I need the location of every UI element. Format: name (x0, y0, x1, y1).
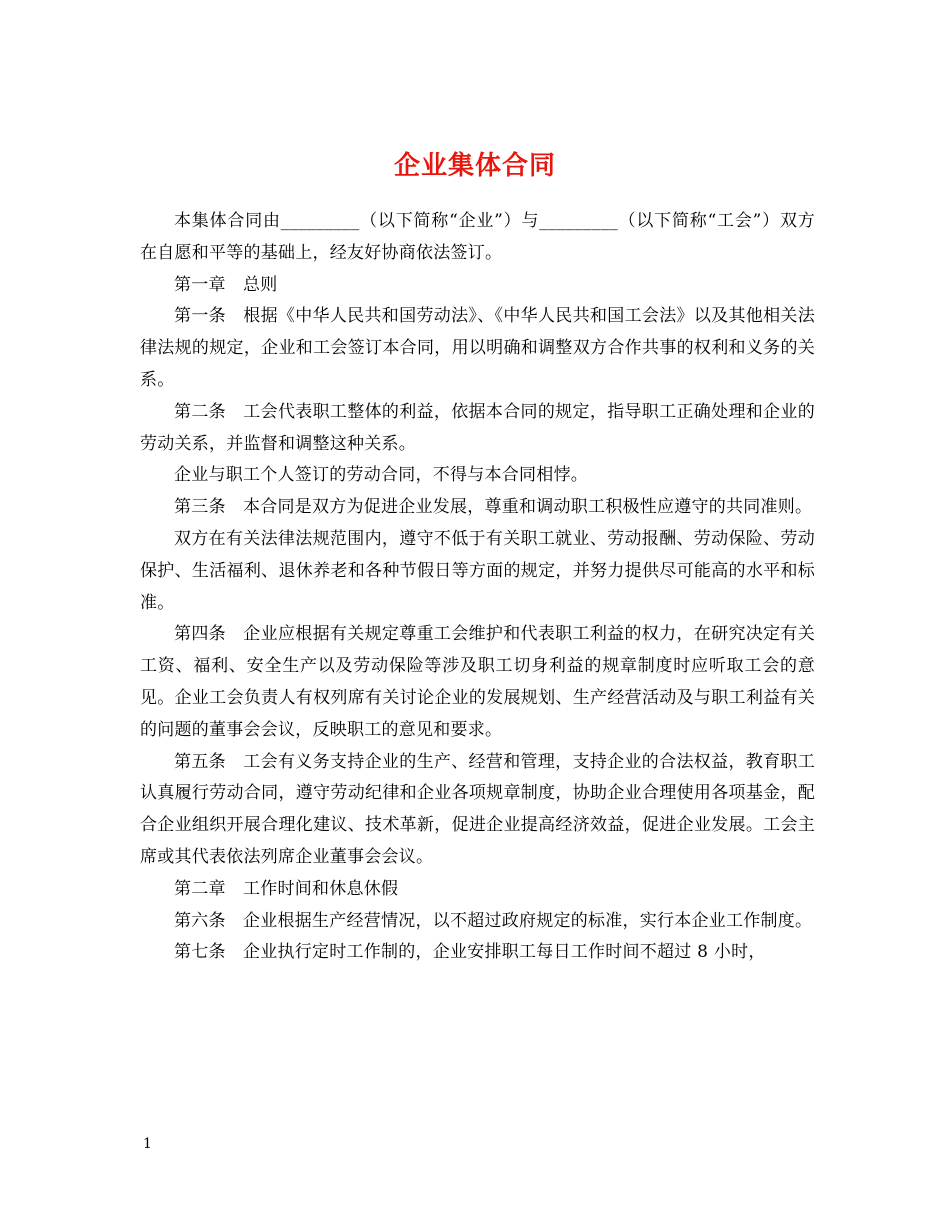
article-5: 第五条 工会有义务支持企业的生产、经营和管理，支持企业的合法权益，教育职工认真履行劳动合同，遵守劳动纪律和企业各项规章制度，协助企业合理使用各项基金，配合企业组织开展合理化建议、技术革新，促进企业提高经济效益，促进企业发展。工会主席或其代表依法列席企业董事会会议。 (140, 751, 815, 867)
chapter-1-heading: 第一章 总则 (174, 274, 278, 295)
article-7: 第七条 企业执行定时工作制的，企业安排职工每日工作时间不超过 8 小时， (174, 942, 766, 963)
intro-paragraph: 本集体合同由_________（以下简称“企业”）与_________（以下简称“工会”）双方在自愿和平等的基础上，经友好协商依法签订。 (140, 211, 815, 263)
article-4: 第四条 企业应根据有关规定尊重工会维护和代表职工利益的权力，在研究决定有关工资、福利、安全生产以及劳动保险等涉及职工切身利益的规章制度时应听取工会的意见。企业工会负责人有权列席有关讨论企业的发展规划、生产经营活动及与职工利益有关的问题的董事会会议，反映职工的意见和要求。 (140, 624, 815, 740)
article-2: 第二条 工会代表职工整体的利益，依据本合同的规定，指导职工正确处理和企业的劳动关系，并监督和调整这种关系。 (140, 401, 815, 454)
article-2-continuation: 企业与职工个人签订的劳动合同，不得与本合同相悖。 (174, 465, 588, 486)
article-1: 第一条 根据《中华人民共和国劳动法》、《中华人民共和国工会法》以及其他相关法律法规的规定，企业和工会签订本合同，用以明确和调整双方合作共事的权利和义务的关系。 (140, 306, 815, 390)
article-6: 第六条 企业根据生产经营情况，以不超过政府规定的标准，实行本企业工作制度。 (174, 910, 813, 931)
article-3: 第三条 本合同是双方为促进企业发展，尊重和调动职工积极性应遵守的共同准则。 (174, 497, 813, 518)
article-3-continuation: 双方在有关法律法规范围内，遵守不低于有关职工就业、劳动报酬、劳动保险、劳动保护、生活福利、退休养老和各种节假日等方面的规定，并努力提供尽可能高的水平和标准。 (140, 528, 815, 613)
page-number: 1 (143, 1136, 152, 1152)
chapter-2-heading: 第二章 工作时间和休息休假 (174, 878, 399, 899)
document-title: 企业集体合同 (393, 151, 556, 182)
document-body (140, 206, 815, 969)
